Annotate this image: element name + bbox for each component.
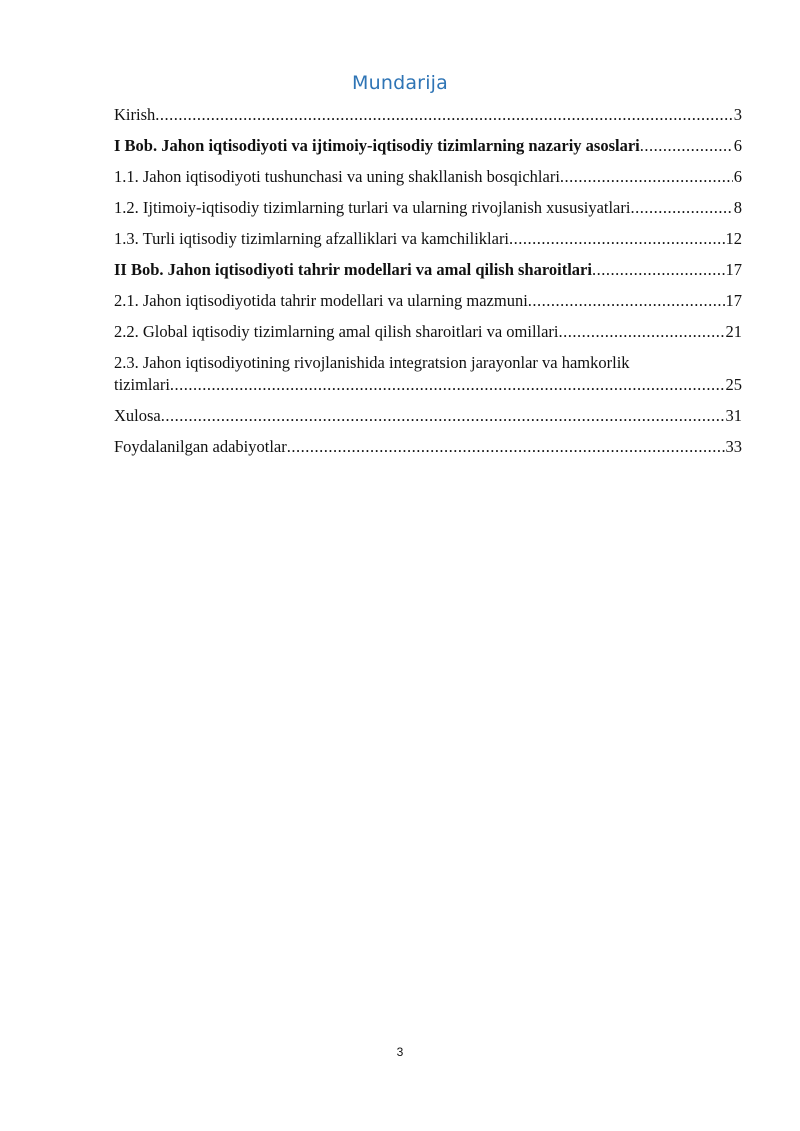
- toc-entry-chapter-2[interactable]: [114, 259, 742, 281]
- toc-entry-2-2[interactable]: [114, 321, 742, 343]
- dot-leader: [155, 104, 733, 126]
- dot-leader: [161, 405, 725, 427]
- dot-leader: [170, 374, 725, 396]
- toc-entry-page: 3: [733, 105, 742, 124]
- toc-entry-page: 33: [725, 437, 742, 456]
- toc-entry-text: 1.1. Jahon iqtisodiyoti tushunchasi va uning shakllanish bosqichlari: [114, 167, 560, 186]
- toc-entry-text-line1: 2.3. Jahon iqtisodiyotining rivojlanishida integratsion jarayonlar va hamkorlik: [114, 353, 630, 372]
- toc-entry-text: II Bob. Jahon iqtisodiyoti tahrir modellari va amal qilish sharoitlari: [114, 260, 592, 279]
- toc-entry-xulosa[interactable]: [114, 405, 742, 427]
- toc-entry-page: 6: [733, 136, 742, 155]
- dot-leader: [559, 321, 725, 343]
- toc-entry-page: 17: [725, 291, 742, 310]
- toc-entry-adabiyotlar[interactable]: [114, 436, 742, 458]
- toc-entry-page: 12: [725, 229, 742, 248]
- dot-leader: [560, 166, 733, 188]
- toc-entry-text: 2.2. Global iqtisodiy tizimlarning amal qilish sharoitlari va omillari: [114, 322, 559, 341]
- toc-entry-page: 8: [733, 198, 742, 217]
- toc-entry-page: 6: [733, 167, 742, 186]
- toc-entry-text: I Bob. Jahon iqtisodiyoti va ijtimoiy-iqtisodiy tizimlarning nazariy asoslari: [114, 136, 640, 155]
- toc-entry-text: 1.2. Ijtimoiy-iqtisodiy tizimlarning turlari va ularning rivojlanish xususiyatlari: [114, 198, 631, 217]
- dot-leader: [640, 135, 733, 157]
- toc-entry-text: 1.3. Turli iqtisodiy tizimlarning afzalliklari va kamchiliklari: [114, 229, 510, 248]
- dot-leader: [528, 290, 725, 312]
- dot-leader: [592, 259, 725, 281]
- table-of-contents: [114, 104, 742, 467]
- toc-entry-2-3[interactable]: [114, 352, 742, 396]
- toc-entry-2-1[interactable]: [114, 290, 742, 312]
- toc-entry-1-2[interactable]: [114, 197, 742, 219]
- toc-entry-text: Foydalanilgan adabiyotlar: [114, 437, 287, 456]
- dot-leader: [287, 436, 725, 458]
- toc-entry-text: Xulosa: [114, 406, 161, 425]
- dot-leader: [630, 197, 732, 219]
- toc-entry-page: 31: [725, 406, 742, 425]
- toc-entry-text: 2.1. Jahon iqtisodiyotida tahrir modellari va ularning mazmuni: [114, 291, 528, 310]
- toc-entry-kirish[interactable]: [114, 104, 742, 126]
- toc-entry-text-line2: tizimlari: [114, 375, 170, 394]
- toc-entry-page: 25: [725, 375, 742, 394]
- toc-entry-1-3[interactable]: [114, 228, 742, 250]
- toc-title: Mundarija: [352, 72, 448, 94]
- page-number: 3: [396, 1045, 404, 1059]
- toc-entry-page: 17: [725, 260, 742, 279]
- toc-entry-text: Kirish: [114, 105, 156, 124]
- toc-entry-1-1[interactable]: [114, 166, 742, 188]
- toc-entry-page: 21: [725, 322, 742, 341]
- toc-entry-chapter-1[interactable]: [114, 135, 742, 157]
- dot-leader: [509, 228, 724, 250]
